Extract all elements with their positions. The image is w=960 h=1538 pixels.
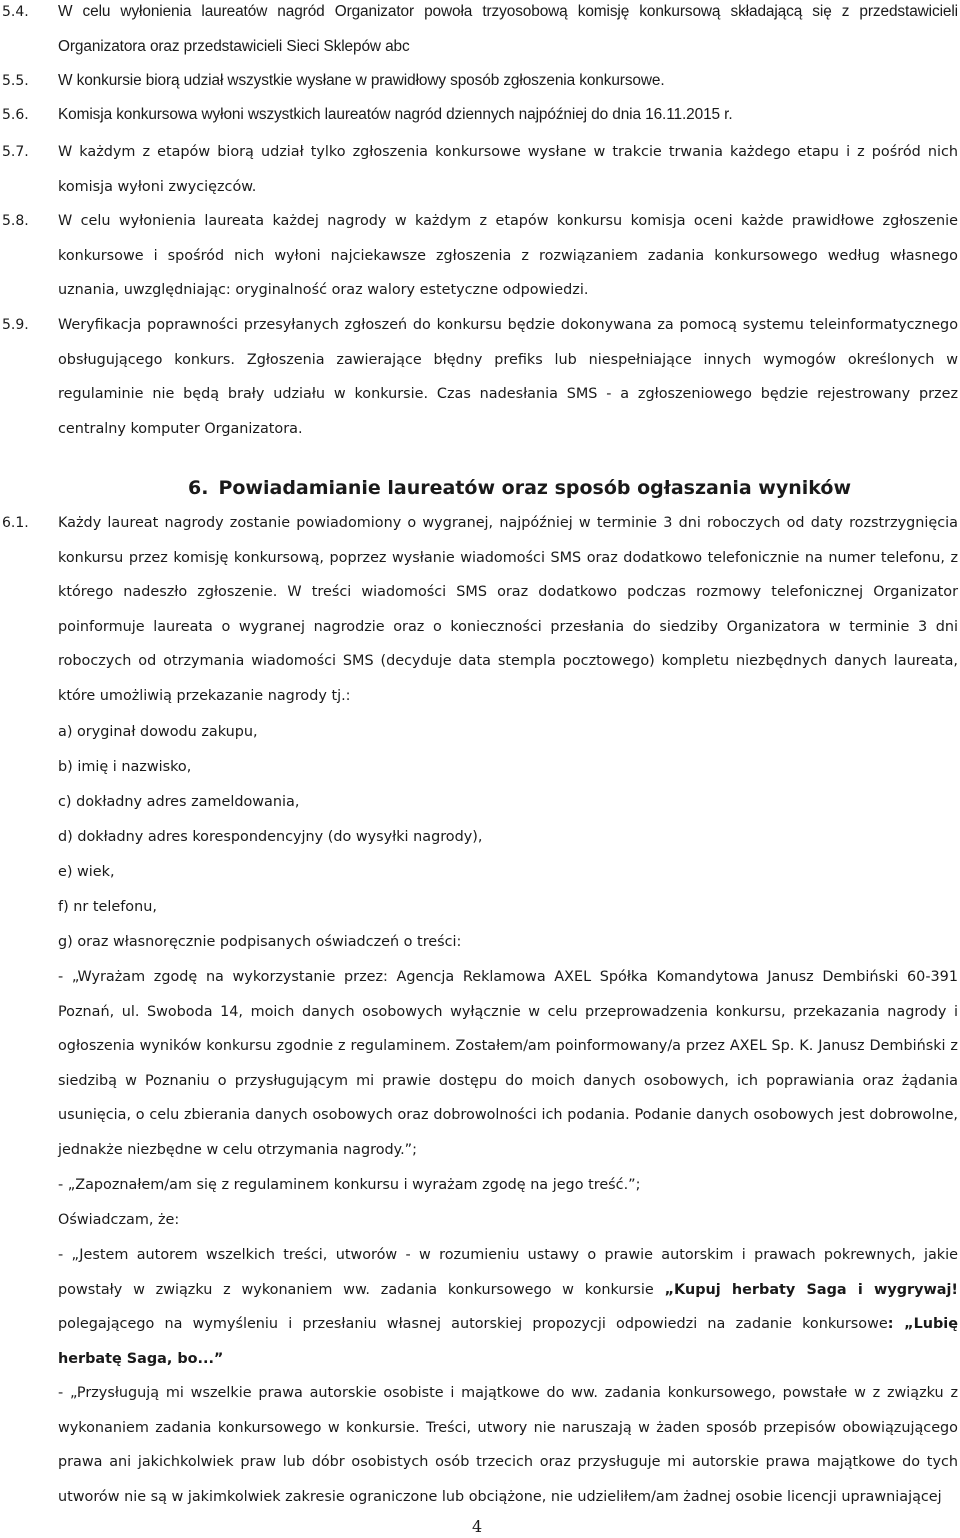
clause-text: Każdy laureat nagrody zostanie powiadomiony o wygranej, najpóźniej w terminie 3 dni roboczych od daty rozstrzygnięcia konkursu przez komisję konkursową, poprzez wysłanie wiadomości SMS oraz dodatkowo telefonicznie na numer telefonu, z którego nadeszło zgłoszenie. W treści wiadomości SMS oraz dodatkowo podczas rozmowy telefonicznej Organizator poinformuje laureata o wygranej nagrodzie oraz o konieczności przesłania do siedziby Organizatora w terminie 3 dni roboczych od otrzymania wiadomości SMS (decyduje data stempla pocztowego) kompletu niezbędnych danych laureata, które umożliwią przekazanie nagrody tj.: — [58, 515, 958, 704]
list-item: f) nr telefonu, — [58, 899, 157, 915]
section-title: Powiadamianie laureatów oraz sposób ogłaszania wyników — [218, 477, 852, 499]
declaration-text: - „Jestem autorem wszelkich treści, utworów - w rozumieniu ustawy o prawie autorskim i prawach pokrewnych, jakie powstały w związku z wykonaniem ww. zadania konkursowego w konkursie — [58, 1247, 958, 1298]
clause-5-8 — [0, 204, 958, 308]
declaration-label: Oświadczam, że: — [58, 1212, 180, 1228]
consent-statement: - „Wyrażam zgodę na wykorzystanie przez: Agencja Reklamowa AXEL Spółka Komandytowa Janusz Dembiński 60-391 Poznań, ul. Swoboda 14, moich danych osobowych wyłącznie w celu przeprowadzenia konkursu, przekazania nagrody i ogłoszenia wyników konkursu zgodnie z regulaminem. Zostałem/am poinformowany/a przez AXEL Sp. K. Janusz Dembiński z siedzibą w Poznaniu o przysługującym mi prawie dostępu do moich danych osobowych, ich poprawiania oraz żądania usunięcia, o celu zbierania danych osobowych oraz dobrowolności ich podania. Podanie danych osobowych jest dobrowolne, jednakże niezbędne w celu otrzymania nagrody.”; — [58, 969, 958, 1158]
consent-statement: - „Zapoznałem/am się z regulaminem konkursu i wyrażam zgodę na jego treść.”; — [58, 1177, 641, 1193]
declaration-text: polegającego na wymyśleniu i przesłaniu własnej autorskiej propozycji odpowiedzi na zadanie konkursowe — [58, 1316, 888, 1333]
list-item: g) oraz własnoręcznie podpisanych oświadczeń o treści: — [58, 934, 462, 950]
clause-text: Weryfikacja poprawności przesyłanych zgłoszeń do konkursu będzie dokonywana za pomocą systemu teleinformatycznego obsługującego konkurs. Zgłoszenia zawierające błędny prefiks lub niespełniające innych wymogów określonych w regulaminie nie będą brały udziału w konkursie. Czas nadesłania SMS - a zgłoszeniowego będzie rejestrowany przez centralny komputer Organizatora. — [58, 317, 958, 437]
declaration-statement: - „Przysługują mi wszelkie prawa autorskie osobiste i majątkowe do ww. zadania konkursowego, powstałe w z związku z wykonaniem zadania konkursowego w konkursie. Treści, utwory nie naruszają w żaden sposób przepisów obowiązującego prawa ani jakichkolwiek praw lub dóbr osobistych osób trzecich oraz przysługuje mi autorskie prawa majątkowe do tych utworów nie są w jakimkolwiek zakresie ograniczone lub obciążone, nie udzieliłem/am żadnej osobie licencji uprawniającej — [58, 1385, 958, 1505]
list-item: b) imię i nazwisko, — [58, 759, 192, 775]
contest-name: „Kupuj herbaty Saga i wygrywaj! — [664, 1281, 958, 1298]
list-item: c) dokładny adres zameldowania, — [58, 794, 300, 810]
clause-number: 5.6. — [2, 107, 29, 123]
list-item: e) wiek, — [58, 864, 115, 880]
clause-number: 5.7. — [2, 144, 29, 160]
clause-text: W celu wyłonienia laureata każdej nagrody w każdym z etapów konkursu komisja oceni każde prawidłowe zgłoszenie konkursowe i spośród nich wyłoni najciekawsze zgłoszenia z rozwiązaniem zadania konkursowego według własnego uznania, uwzględniając: oryginalność oraz walory estetyczne odpowiedzi. — [58, 213, 958, 299]
list-item: d) dokładny adres korespondencyjny (do wysyłki nagrody), — [58, 829, 483, 845]
clause-text: Komisja konkursowa wyłoni wszystkich laureatów nagród dziennych najpóźniej do dnia 16.11.2015 r. — [58, 106, 733, 123]
list-item: a) oryginał dowodu zakupu, — [58, 724, 258, 740]
clause-6-1 — [0, 506, 958, 716]
clause-text: W celu wyłonienia laureatów nagród Organizator powoła trzyosobową komisję konkursową składającą się z przedstawicieli Organizatora oraz przedstawicieli Sieci Sklepów abc — [58, 3, 958, 55]
section-heading — [188, 473, 851, 503]
clause-number: 6.1. — [2, 515, 29, 531]
clause-5-9 — [0, 308, 958, 448]
clause-5-4 — [0, 0, 958, 65]
contest-task: : „Lubię herbatę Saga, bo...” — [58, 1316, 958, 1367]
clause-number: 5.9. — [2, 317, 29, 333]
clause-5-5 — [0, 64, 958, 99]
clause-5-6 — [0, 98, 958, 133]
page-number: 4 — [472, 1517, 483, 1536]
clause-number: 5.5. — [2, 73, 29, 89]
section-number: 6. — [188, 477, 209, 499]
clause-text: W konkursie biorą udział wszystkie wysłane w prawidłowy sposób zgłoszenia konkursowe. — [58, 72, 665, 89]
clause-number: 5.4. — [2, 4, 29, 20]
clause-text: W każdym z etapów biorą udział tylko zgłoszenia konkursowe wysłane w trakcie trwania każdego etapu i z pośród nich komisja wyłoni zwycięzców. — [58, 144, 958, 195]
declaration-statement — [58, 1238, 958, 1378]
clause-5-7 — [0, 135, 958, 205]
clause-number: 5.8. — [2, 213, 29, 229]
